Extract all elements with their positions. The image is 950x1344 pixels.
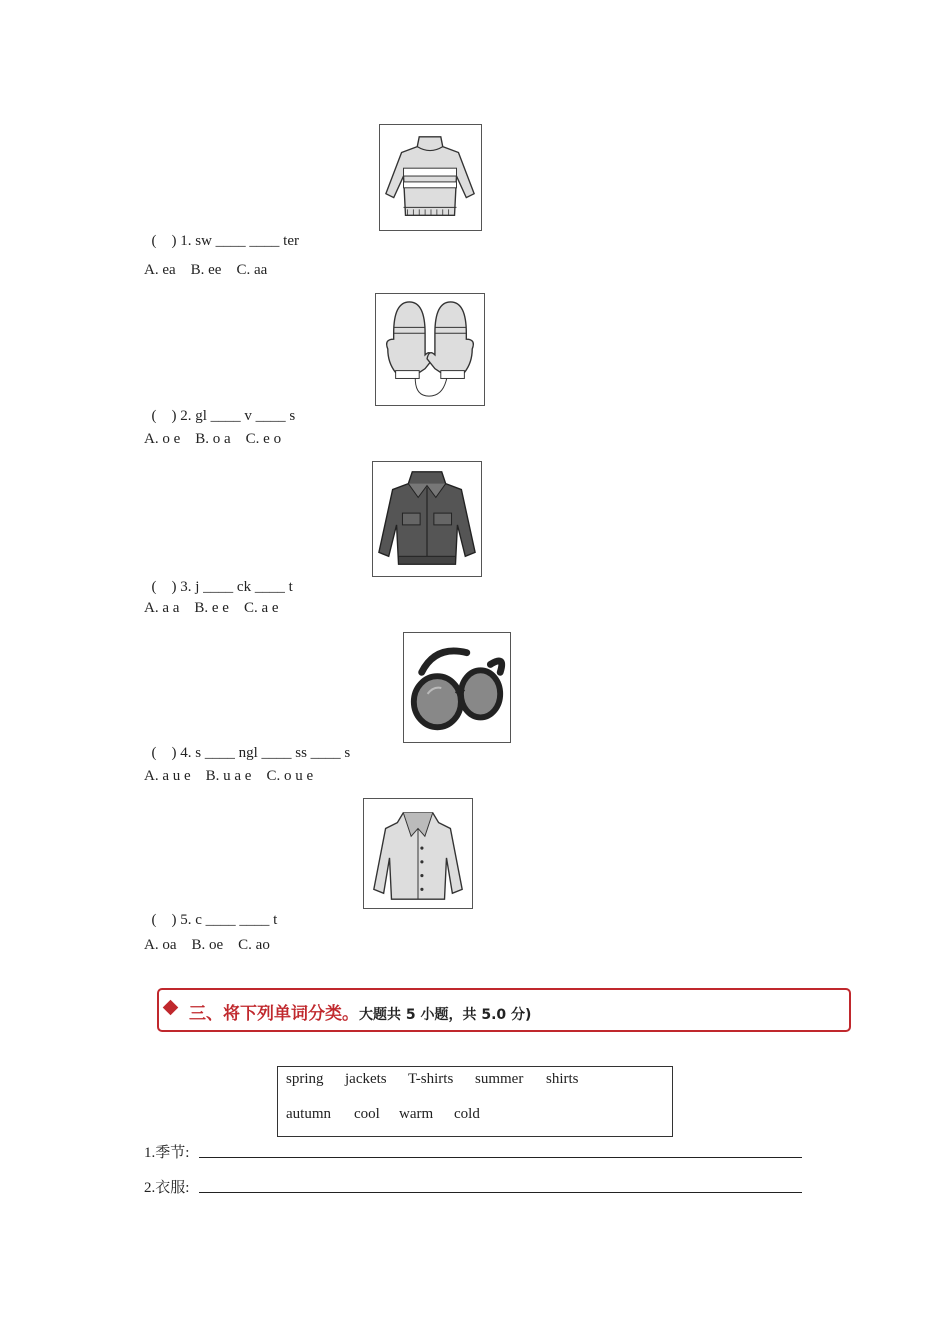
section-title-text: 三、将下列单词分类。 — [189, 1004, 359, 1024]
answer-paren[interactable]: ( ) — [151, 233, 177, 249]
word: autumn — [286, 1106, 331, 1122]
coat-icon — [364, 799, 472, 908]
answer-line-clothes[interactable] — [199, 1192, 802, 1193]
word: cool — [354, 1106, 380, 1122]
question-5 — [144, 895, 277, 929]
word: T-shirts — [408, 1071, 454, 1087]
diamond-icon — [163, 1000, 179, 1016]
question-1 — [144, 216, 299, 250]
jacket-picture — [372, 461, 482, 577]
sweater-picture — [379, 124, 482, 231]
answer-paren[interactable]: ( ) — [151, 579, 177, 595]
sunglasses-picture — [403, 632, 511, 743]
options-1: A. ea B. ee C. aa — [144, 262, 268, 278]
question-text: 2. gl ____ v ____ s — [180, 408, 296, 424]
question-text: 4. s ____ ngl ____ ss ____ s — [180, 745, 351, 761]
question-text: 3. j ____ ck ____ t — [180, 579, 293, 595]
options-2: A. o e B. o a C. e o — [144, 431, 282, 447]
question-text: 5. c ____ ____ t — [180, 912, 278, 928]
word: jackets — [345, 1071, 387, 1087]
fill-label-seasons: 1.季节: — [144, 1145, 190, 1161]
question-2 — [144, 391, 295, 425]
coat-picture — [363, 798, 473, 909]
sunglasses-icon — [404, 633, 510, 742]
section-subtitle: 大题共 5 小题，共 5.0 分) — [359, 1007, 532, 1023]
sweater-icon — [380, 125, 481, 230]
jacket-icon — [373, 462, 481, 576]
options-5: A. oa B. oe C. ao — [144, 937, 270, 953]
answer-paren[interactable]: ( ) — [151, 912, 177, 928]
options-3: A. a a B. e e C. a e — [144, 600, 279, 616]
question-4 — [144, 728, 350, 762]
section-title — [189, 999, 531, 1024]
answer-paren[interactable]: ( ) — [151, 408, 177, 424]
gloves-picture — [375, 293, 485, 406]
word: spring — [286, 1071, 324, 1087]
word: cold — [454, 1106, 480, 1122]
gloves-icon — [376, 294, 484, 405]
section-header — [157, 988, 851, 1032]
question-text: 1. sw ____ ____ ter — [180, 233, 299, 249]
word: shirts — [546, 1071, 579, 1087]
word: warm — [399, 1106, 434, 1122]
options-4: A. a u e B. u a e C. o u e — [144, 768, 314, 784]
word-bank — [277, 1066, 673, 1137]
word: summer — [475, 1071, 524, 1087]
fill-label-clothes: 2.衣服: — [144, 1180, 190, 1196]
question-3 — [144, 562, 293, 596]
answer-paren[interactable]: ( ) — [151, 745, 177, 761]
answer-line-seasons[interactable] — [199, 1157, 802, 1158]
